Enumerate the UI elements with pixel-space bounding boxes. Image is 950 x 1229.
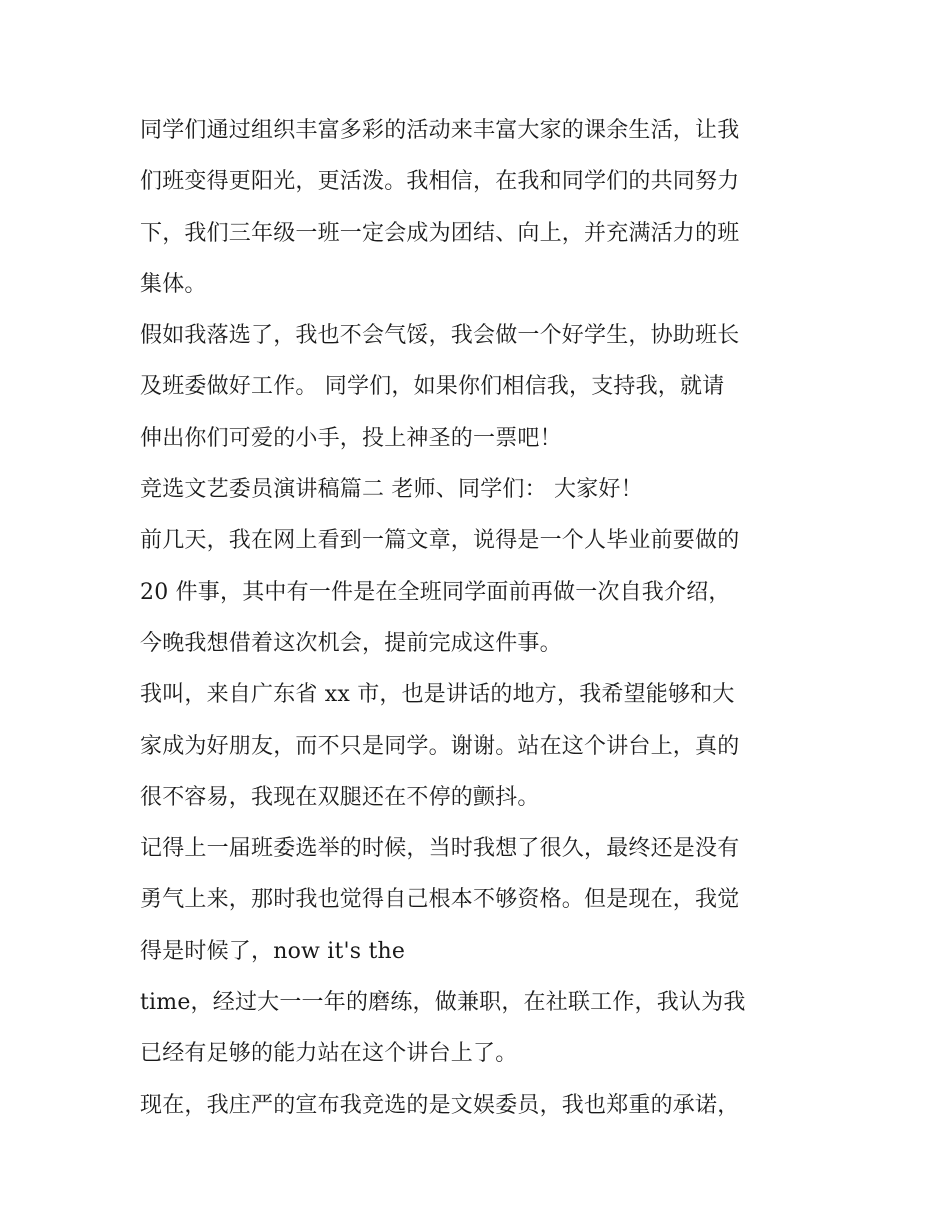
text-line: 得是时候了，now it's the [140,938,406,964]
text-line: 记得上一届班委选举的时候，当时我想了很久，最终还是没有 [140,836,740,862]
text-line: 同学们通过组织丰富多彩的活动来丰富大家的课余生活，让我 [140,118,740,143]
text-line: 已经有足够的能力站在这个讲台上了。 [140,1041,518,1067]
text-line: 现在，我庄严的宣布我竞选的是文娱委员，我也郑重的承诺， [140,1092,740,1118]
section-heading-line: 竞选文艺委员演讲稿篇二 老师、同学们： 大家好！ [140,477,643,503]
text-line: 家成为好朋友，而不只是同学。谢谢。站在这个讲台上，真的 [140,733,740,759]
text-line: 下，我们三年级一班一定会成为团结、向上，并充满活力的班 [140,220,740,246]
text-line: 集体。 [140,271,207,297]
text-line: 及班委做好工作。 同学们，如果你们相信我，支持我，就请 [140,374,725,400]
document-body [140,105,820,1131]
text-line: time，经过大一一年的磨练，做兼职，在社联工作，我认为我 [140,990,746,1016]
text-line: 前几天，我在网上看到一篇文章，说得是一个人毕业前要做的 [140,528,740,554]
text-line: 伸出你们可爱的小手，投上神圣的一票吧！ [140,425,562,451]
text-line: 20 件事，其中有一件是在全班同学面前再做一次自我介绍， [140,579,731,605]
text-line: 勇气上来，那时我也觉得自己根本不够资格。但是现在，我觉 [140,887,740,913]
text-line: 我叫，来自广东省 xx 市，也是讲话的地方，我希望能够和大 [140,682,735,708]
text-line: 今晚我想借着这次机会，提前完成这件事。 [140,630,562,656]
text-line: 很不容易，我现在双腿还在不停的颤抖。 [140,784,540,810]
text-line: 假如我落选了，我也不会气馁，我会做一个好学生，协助班长 [140,323,740,349]
text-line: 们班变得更阳光，更活泼。我相信，在我和同学们的共同努力 [140,169,740,195]
